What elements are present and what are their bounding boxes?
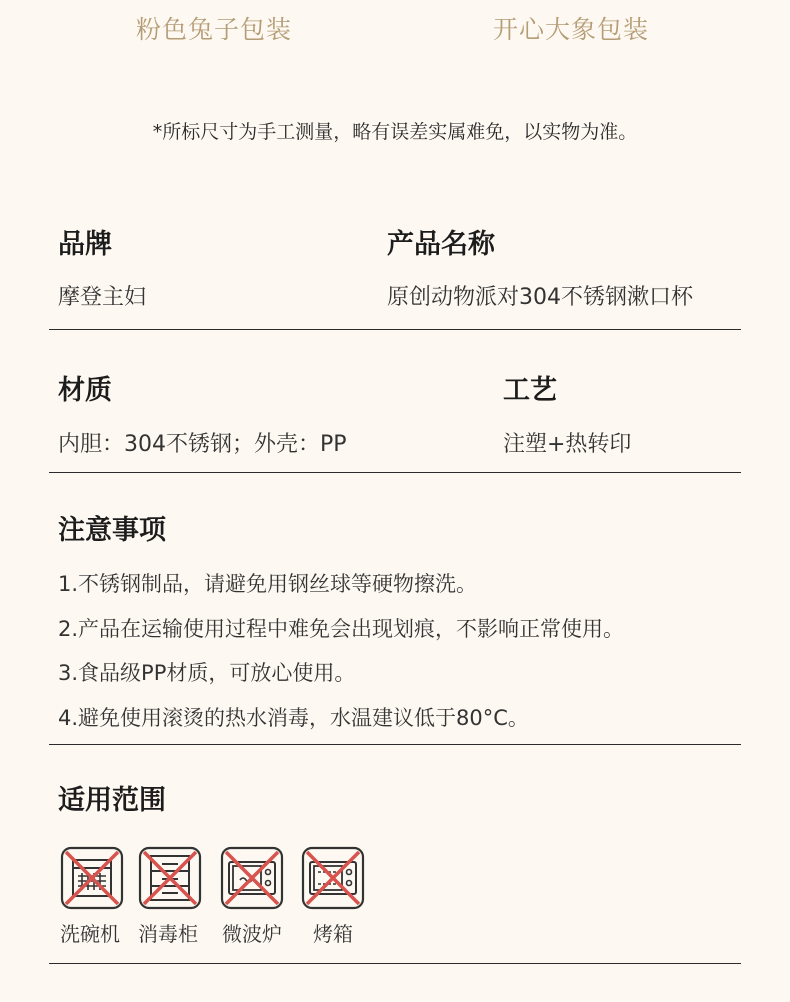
dishwasher-prohibited-icon <box>60 846 124 910</box>
package-label-elephant: 开心大象包装 <box>493 15 650 44</box>
microwave-prohibited-icon <box>220 846 284 910</box>
package-label-rabbit: 粉色兔子包装 <box>136 15 293 44</box>
material-label: 材质 <box>58 375 112 406</box>
scope-title: 适用范围 <box>58 785 166 816</box>
material-value: 内胆：304不锈钢；外壳：PP <box>58 432 347 457</box>
notice-item: 2.产品在运输使用过程中难免会出现划痕，不影响正常使用。 <box>58 617 625 641</box>
scope-label-microwave: 微波炉 <box>222 922 282 946</box>
craft-label: 工艺 <box>503 375 557 406</box>
craft-value: 注塑+热转印 <box>503 432 632 457</box>
oven-prohibited-icon <box>301 846 365 910</box>
brand-value: 摩登主妇 <box>58 285 147 310</box>
disinfection-cabinet-prohibited-icon <box>138 846 202 910</box>
scope-label-oven: 烤箱 <box>313 922 353 946</box>
product-name-label: 产品名称 <box>387 229 495 260</box>
scope-label-dishwasher: 洗碗机 <box>60 922 120 946</box>
notice-item: 3.食品级PP材质，可放心使用。 <box>58 661 356 685</box>
notice-item: 4.避免使用滚烫的热水消毒，水温建议低于80°C。 <box>58 706 529 730</box>
notice-title: 注意事项 <box>58 515 166 546</box>
scope-label-disinfection-cabinet: 消毒柜 <box>138 922 198 946</box>
brand-label: 品牌 <box>58 229 112 260</box>
notice-item: 1.不锈钢制品，请避免用钢丝球等硬物擦洗。 <box>58 572 478 596</box>
divider <box>49 963 741 964</box>
product-name-value: 原创动物派对304不锈钢漱口杯 <box>387 285 693 310</box>
divider <box>49 472 741 473</box>
divider <box>49 744 741 745</box>
divider <box>49 329 741 330</box>
measurement-note: *所标尺寸为手工测量，略有误差实属难免，以实物为准。 <box>152 121 638 143</box>
